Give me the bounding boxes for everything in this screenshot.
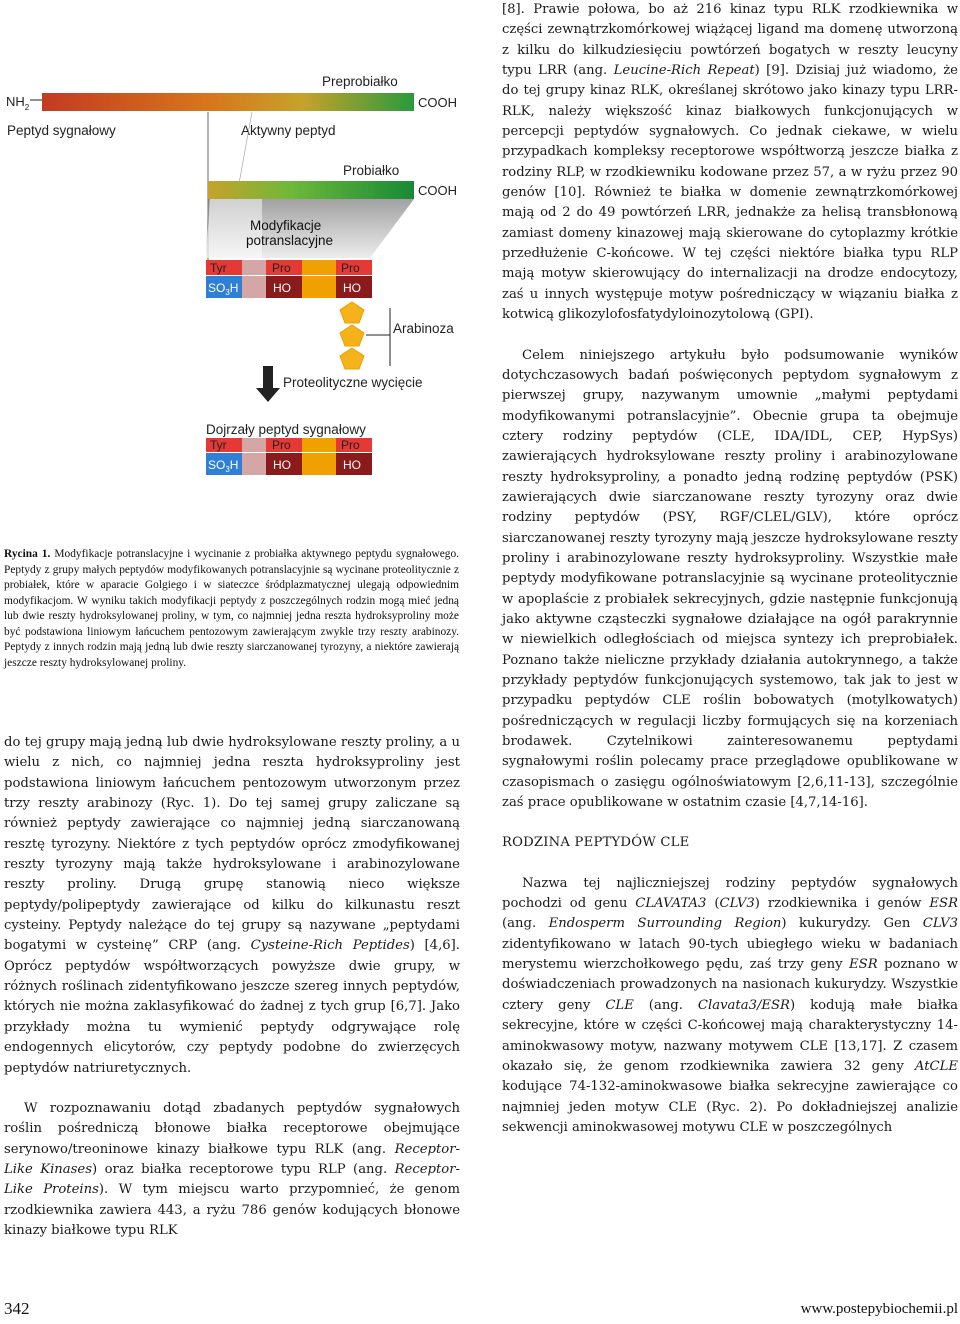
arabinoza-label: Arabinoza bbox=[393, 321, 454, 336]
modyfikacje-label: Modyfikacje bbox=[250, 218, 322, 233]
svg-text:Tyr: Tyr bbox=[210, 261, 227, 275]
svg-text:Pro: Pro bbox=[272, 438, 291, 452]
preprobialko-label: Preprobiałko bbox=[322, 74, 398, 89]
cooh-mid-label: COOH bbox=[418, 183, 457, 198]
preprobialko-bar bbox=[42, 93, 414, 111]
right-paragraph-2: Celem niniejszego artykułu było podsumowanie wyników dotychczasowych badań poświęconych peptydom sygnałowym z pierwszej grupy, nazywanym umownie „małymi peptydami modyfikowanymi potranslacyjnie”. Obecnie grupa ta obejmuje cztery rodziny peptydów (CLE, IDA/IDL, CEP, HypSys) zawierających hydroksylowane reszty proliny i arabinozylowane reszty hydroksyproliny, a ponadto jedną rodzinę peptydów (PSK) zawierających dwie siarczanowane reszty tyrozyny oraz dwie rodziny peptydów (PSY, RGF/CLEL/GLV), które oprócz siarczanowanej reszty tyrozyny mają jeszcze hydroksylowane reszty proliny i arabinozylowane reszty hydroksyproliny. Wszystkie małe peptydy modyfikowane potranslacyjnie są wycinane proteolitycznie w apoplaście z probiałek sekrecyjnych, gdzie następnie funkcjonują jako aktywne cząsteczki sygnałowe działające na ogół parakrynnie w niewielkich odległościach od miejsca syntezy ich preprobiałek. Poznano także nieliczne przykłady działania autokrynnego, a także przykłady peptydów funkcjonujących systemowo, tak jak to jest w przypadku peptydów CLE roślin bobowatych (motylkowatych) pośredniczących w regulacji liczby formujących się na korzeniach brodawek. Czytelnikowi zainteresowanemu peptydami sygnałowymi roślin polecamy prace przeglądowe opublikowane w czasopismach o zasięgu ogólnoświatowym [2,6,11-13], szczególnie zaś prace opublikowane w ostatnim czasie [4,7,14-16]. bbox=[502, 347, 958, 811]
cooh-top-label: COOH bbox=[418, 95, 457, 110]
left-paragraph-1: do tej grupy mają jedną lub dwie hydroksylowane reszty proliny, a u wielu z nich, co najmniej jedna reszta hydroksyproliny jest podstawiona liniowym łańcuchem pentozowym utworzonym przez trzy reszty arabinozy (Ryc. 1). Do tej samej grupy zaliczane są również peptydy zawierające co najmniej jedną siarczanowaną resztę tyrozyny. Niektóre z tych peptydów oprócz zmodyfikowanej reszty tyrozyny mają także hydroksylowane i arabinozylowane reszty proliny. Drugą grupę stanowią nieco większe peptydy/polipeptydy zawierające od kilku do kilkunastu reszt cysteiny. Peptydy należące do tej grupy są nazywane „peptydami bogatymi w cysteinę” CRP (ang. Cysteine-Rich Peptides) [4,6]. Oprócz peptydów współtworzących powyższe dwie grupy, w różnych roślinach zidentyfikowano jeszcze szereg innych peptydów, których nie można zaklasyfikować do żadnej z tych grup [6,7]. Jako przykłady można tu wymienić peptydy odgrywające rolę endogennych elicytorów, czy peptydy podobne do zwierzęcych peptydów natriuretycznych. bbox=[4, 735, 460, 1076]
right-paragraph-1: [8]. Prawie połowa, bo aż 216 kinaz typu RLK rzodkiewnika w części zewnątrzkomórkowej wiążącej ligand ma domenę utworzoną z kilku do kilkudziesięciu powtórzeń bogatych w reszty leucyny typu LRR (ang. Leucine-Rich Repeat) [9]. Dzisiaj już wiadomo, że do tej grupy kinaz RLK, określanej skrótowo jako kinazy typu LRR-RLK, należy większość kinaz białkowych funkcjonujących w percepcji peptydów sygnałowych. Co jednak ciekawe, w wielu przypadkach kompleksy receptorowe współtworzą jeszcze białka z rodziny RLP, w rzodkiewniku kodowane przez 57, a w ryżu przez 90 genów [10]. Również te białka w domenie zewnątrzkomórkowej mają od 2 do 49 powtórzeń LRR, jednakże za helisą transbłonową zamiast domeny kinazowej mają skierowane do cytoplazmy krótkie przedłużenie C-końcowe. W tej części niektóre białka typu RLP mają motyw skierowujący do internalizacji na drodze endocytozy, zaś u innych występuje motyw pośredniczący w wiązaniu białka z kotwicą glikozylofosfatydyloinozytolową (GPI). bbox=[502, 2, 958, 323]
svg-text:Pro: Pro bbox=[341, 438, 360, 452]
svg-text:Pro: Pro bbox=[272, 261, 291, 275]
probialko-bar bbox=[208, 181, 414, 199]
svg-text:SO3H: $SO_3H$ bbox=[208, 281, 239, 297]
nh2-label: $NH_2$ bbox=[6, 94, 30, 112]
potranslacyjne-label: potranslacyjne bbox=[246, 233, 334, 248]
right-column bbox=[502, 0, 958, 1138]
caption-label: Rycina 1. bbox=[4, 548, 51, 560]
probialko-label: Probiałko bbox=[343, 163, 400, 178]
svg-text:HO: HO bbox=[273, 281, 291, 295]
down-arrow-icon bbox=[256, 366, 280, 402]
svg-text:Tyr: Tyr bbox=[210, 438, 227, 452]
svg-text:SO3H: $SO_3H$ bbox=[208, 458, 239, 474]
peptyd-sygnalowy-label: Peptyd sygnałowy bbox=[7, 123, 116, 138]
right-paragraph-3: Nazwa tej najliczniejszej rodziny peptydów sygnałowych pochodzi od genu CLAVATA3 (CLV3) rzodkiewnika i genów ESR (ang. Endosperm Surrounding Region) kukurydzy. Gen CLV3 zidentyfikowano w latach 90-tych ubiegłego wieku w badaniach merystemu wierzchołkowego pędu, zaś trzy geny ESR poznano w doświadczeniach prowadzonych na nasionach kukurydzy. Wszystkie cztery geny CLE (ang. Clavata3/ESR) kodują małe białka sekrecyjne, które w części C-końcowej mają charakterystyczny 14-aminokwasowy motyw, nazwany motywem CLE [13,17]. Z czasem okazało się, że genom rzodkiewnika zawiera 32 geny AtCLE kodujące 74-132-aminokwasowe białka sekrecyjne zawierające co najmniej jeden motyw CLE (Ryc. 2). Po dokładniejszej analizie sekwencji aminokwasowej motywu CLE w poszczególnych bbox=[502, 875, 958, 1135]
dojrzaly-label: Dojrzały peptyd sygnałowy bbox=[206, 422, 366, 437]
svg-text:HO: HO bbox=[343, 458, 361, 472]
aktywny-peptyd-label: Aktywny peptyd bbox=[241, 123, 336, 138]
proteolityczne-label: Proteolityczne wycięcie bbox=[283, 375, 423, 390]
page-number: 342 bbox=[4, 1299, 30, 1318]
svg-text:Pro: Pro bbox=[341, 261, 360, 275]
left-column bbox=[4, 733, 460, 1241]
figure-1 bbox=[0, 0, 470, 545]
svg-text:HO: HO bbox=[273, 458, 291, 472]
journal-url[interactable]: www.postepybiochemii.pl bbox=[800, 1301, 958, 1317]
figure-diagram bbox=[0, 0, 470, 545]
svg-text:HO: HO bbox=[343, 281, 361, 295]
figure-caption bbox=[4, 547, 459, 671]
left-paragraph-2: W rozpoznawaniu dotąd zbadanych peptydów sygnałowych roślin pośredniczą błonowe białka receptorowe obejmujące serynowo/treoninowe kinazy białkowe typu RLK (ang. Receptor-Like Kinases) oraz białka receptorowe typu RLP (ang. Receptor-Like Proteins). W tym miejscu warto przypomnieć, że genom rzodkiewnika zawiera 443, a ryżu 786 genów kodujących błonowe kinazy białkowe typu RLK bbox=[4, 1100, 460, 1238]
section-heading: RODZINA PEPTYDÓW CLE bbox=[502, 835, 690, 851]
arabinose-chain bbox=[340, 302, 364, 369]
caption-text: Modyfikacje potranslacyjne i wycinanie z probiałka aktywnego peptydu sygnałowego. Peptydy z grupy małych peptydów modyfikowanych potranslacyjnie są wycinane proteolitycznie z probiałek, które w aparacie Golgiego i w siateczce śródplazmatycznej ulegają odpowiednim modyfikacjom. W wyniku takich modyfikacji peptydy z poszczególnych rodzin mogą mieć jedną lub dwie reszty hydroksylowanej proliny, w tym, co najmniej jedna reszta hydroksyproliny może być podstawiona liniowym łańcuchem pentozowym zawierającym zwykle trzy reszty arabinozy. Peptydy z innych rodzin mają jedną lub dwie reszty siarczanowanej tyrozyny, a niektóre zawierają jeszcze reszty hydroksylowanej proliny. bbox=[4, 548, 459, 669]
